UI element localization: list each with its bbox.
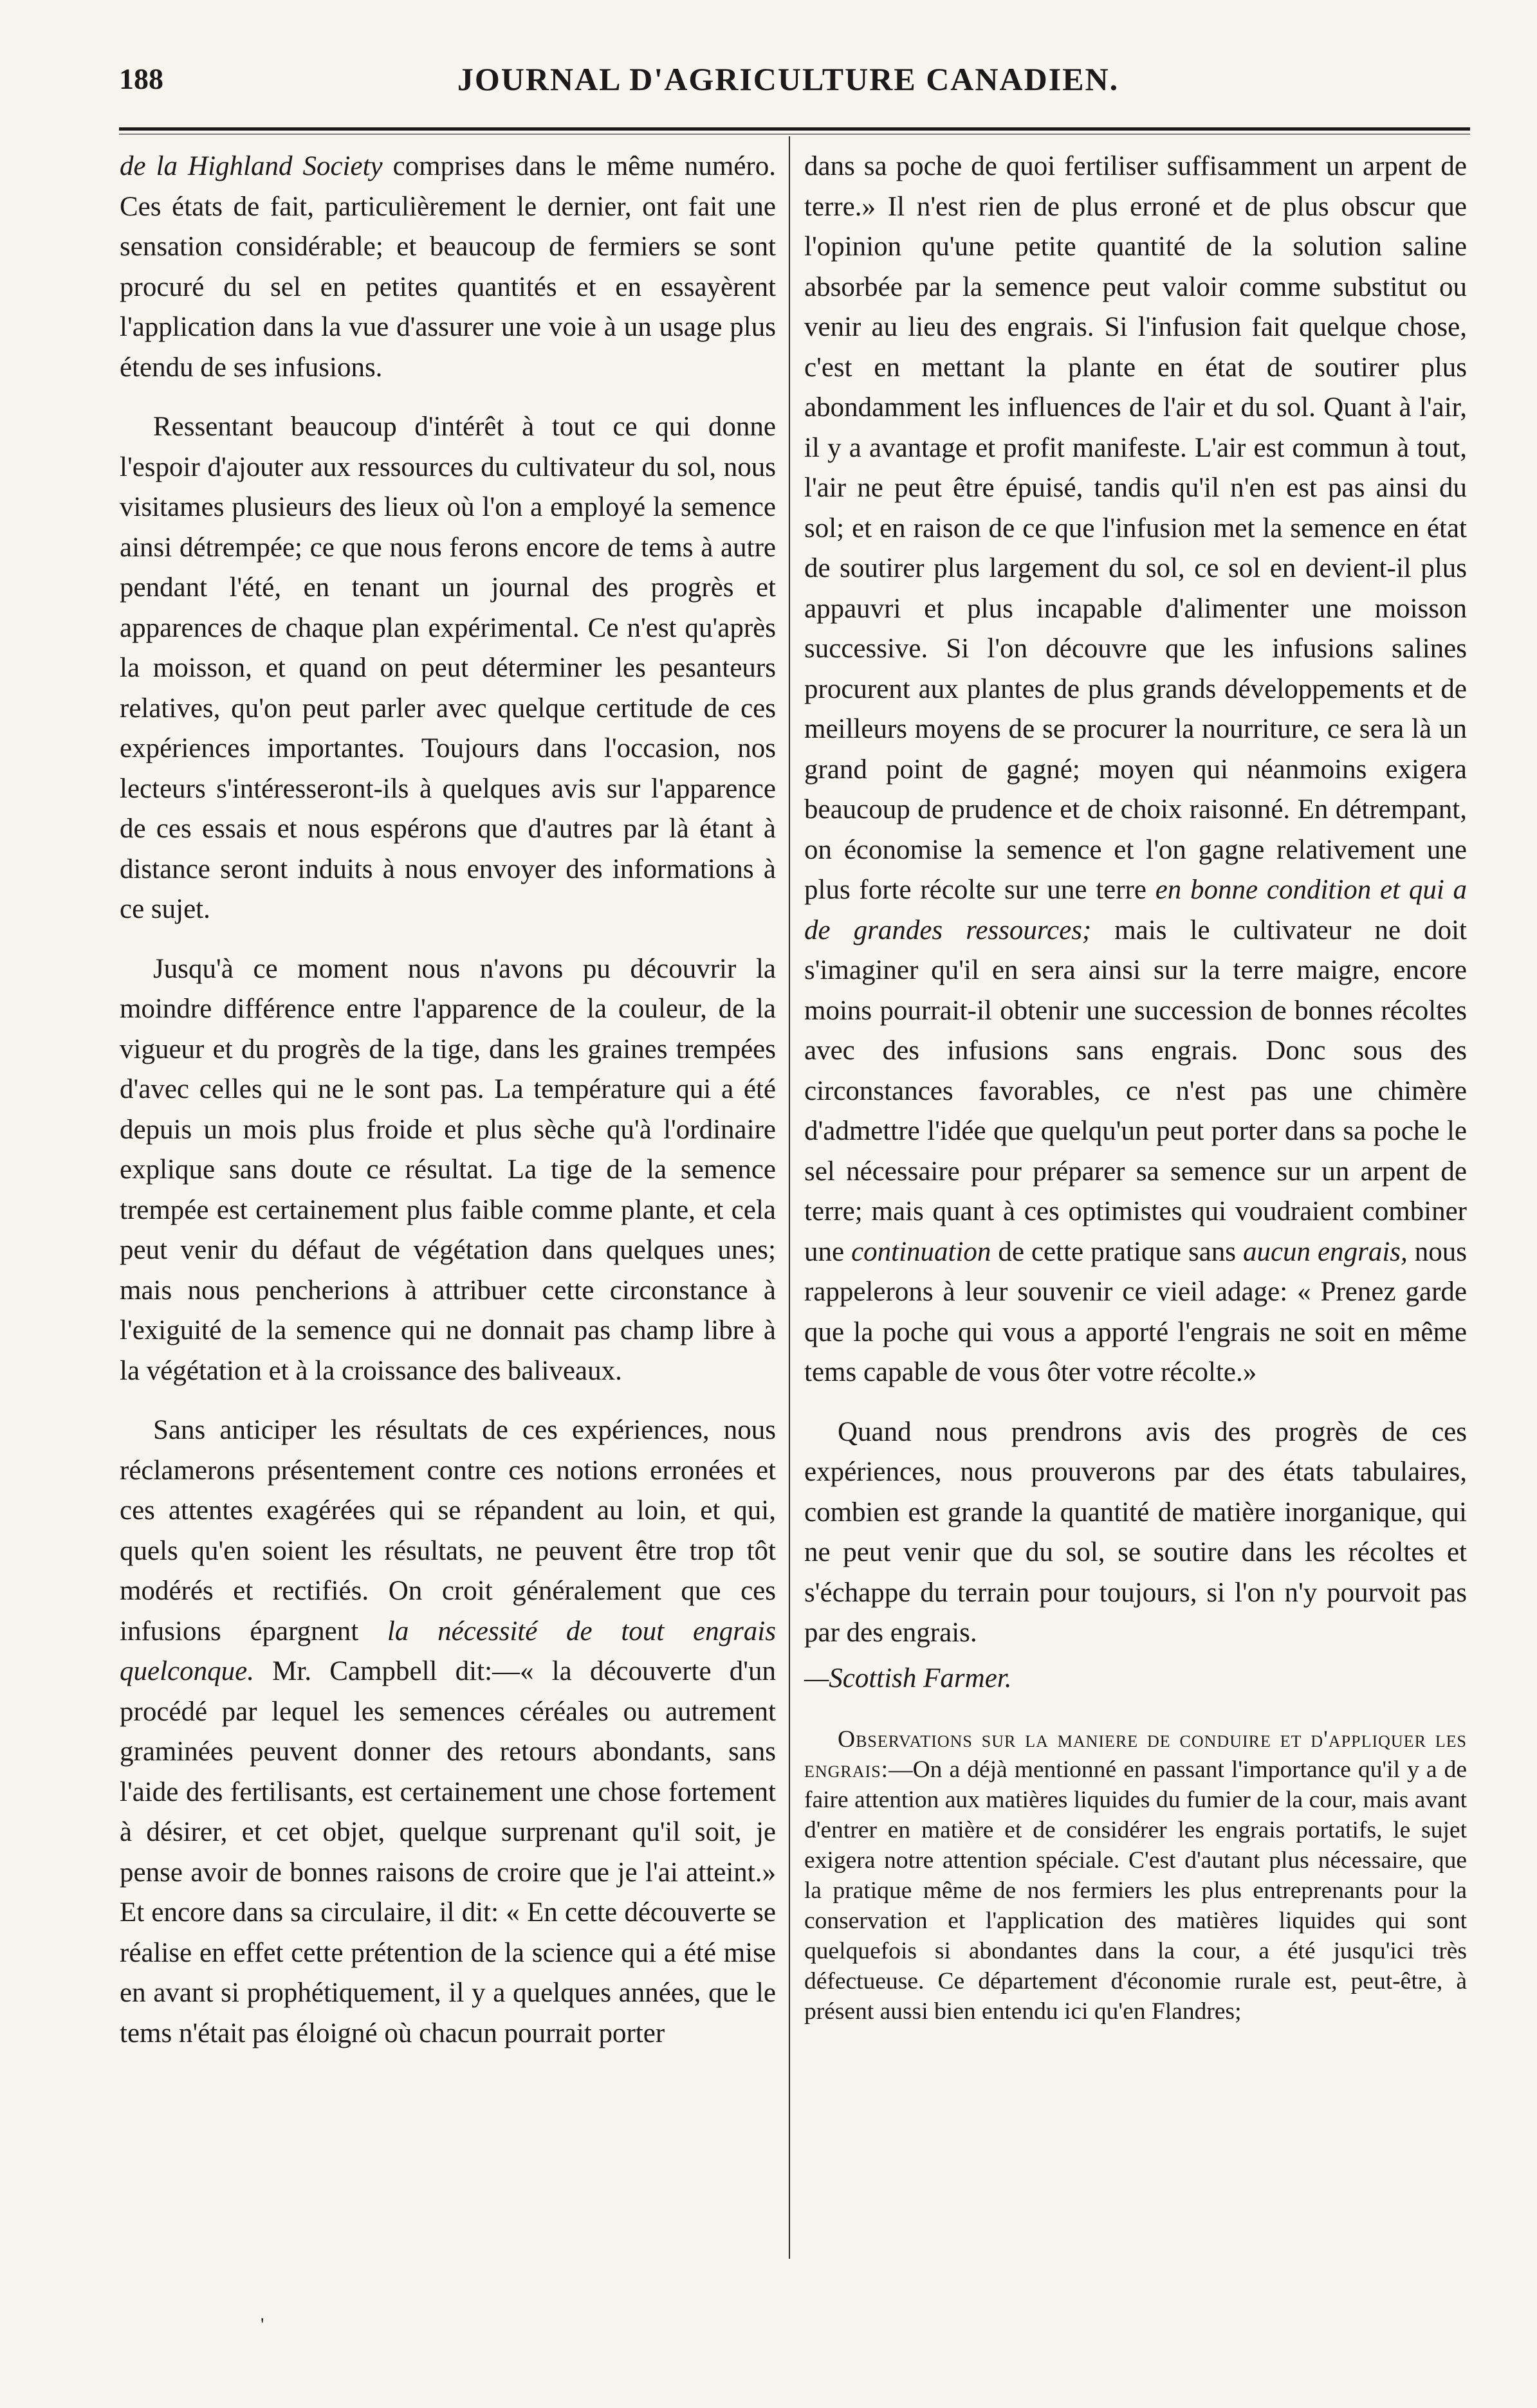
column-divider [789, 136, 790, 2259]
right-p1-a: dans sa poche de quoi fertiliser suffisamment un arpent de terre.» Il n'est rien de plus erroné et de plus obscur que l'opinion qu'une petite quantité de la solution saline absorbée par la semence peut valoir comme substitut ou venir au lieu des engrais. Si l'infusion fait quelque chose, c'est en mettant la plante en état de soutirer plus abondamment les influences de l'air et du sol. Quant à l'air, il y a avantage et profit manifeste. L'air est commun à tout, l'air ne peut être épuisé, tandis qu'il n'en est pas ainsi du sol; et en raison de ce que l'infusion met la semence en état de soutirer plus largement du sol, ce sol en devient-il plus appauvri et plus incapable d'alimenter une moisson successive. Si l'on découvre que les infusions salines procurent aux plantes de plus grands développements et de meilleurs moyens de se procurer la nourriture, ce sera là un grand point de gagné; moyen qui néanmoins exigera beaucoup de prudence et de choix raisonné. En détrempant, on économise la semence et l'on gagne relativement une plus forte récolte sur une terre [804, 151, 1467, 905]
left-p1-text: comprises dans le même numéro. Ces états de fait, particulièrement le dernier, ont fait une sensation considérable; et beaucoup de fermiers se sont procuré du sel en petites quantités et en essayèrent l'application dans la vue d'assurer une voie à un usage plus étendu de ses infusions. [120, 151, 776, 383]
right-p1-italic-3: aucun engrais, [1242, 1236, 1408, 1267]
right-p1-b: mais le cultivateur ne doit s'imaginer qu'il en sera ainsi sur la terre maigre, encore moins pourrait-il obtenir une succession de bonnes récoltes avec des infusions sans engrais. Donc sous des circonstances favorables, ce n'est pas une chimère d'admettre l'idée que quelqu'un peut porter dans sa poche le sel nécessaire pour préparer sa semence sur un arpent de terre; mais quant à ces optimistes qui voudraient combiner une [804, 915, 1467, 1267]
right-p1-italic-2: continuation [851, 1236, 991, 1267]
bottom-mark: ' [261, 2314, 264, 2335]
header-rule-thick [119, 127, 1470, 131]
right-p1-d: nous rappelerons à leur souvenir ce vieil adage: « Prenez garde que la poche qui vous a apporté l'engrais ne soit en même tems capable de vous ôter votre récolte.» [804, 1236, 1467, 1387]
page-number: 188 [119, 62, 163, 95]
observations-text: —On a déjà mentionné en passant l'importance qu'il y a de faire attention aux matières liquides du fumier de la cour, mais avant d'entrer en matière et de considérer les engrais portatifs, le sujet exigera notre attention spéciale. C'est d'autant plus nécessaire, que la pratique même de nos fermiers les plus entreprenants pour la conservation et l'application des matières liquides qui sont quelquefois si abondantes dans la cour, a été jusqu'ici très défectueuse. Ce département d'économie rurale est, peut-être, à présent aussi bien entendu ici qu'en Flandres; [804, 1756, 1467, 2025]
left-paragraph-4 [120, 1410, 776, 2054]
left-paragraph-1 [120, 147, 776, 388]
right-column [804, 147, 1467, 2046]
signature-text: —Scottish Farmer. [804, 1663, 1012, 1693]
running-title: JOURNAL D'AGRICULTURE CANADIEN. [457, 61, 1119, 97]
right-p1-c: de cette pratique sans [991, 1236, 1243, 1267]
left-paragraph-3: Jusqu'à ce moment nous n'avons pu découvrir la moindre différence entre l'apparence de la couleur, de la vigueur et du progrès de la tige, dans les graines trempées d'avec celles qui ne le sont pas. La température qui a été depuis un mois plus froide et plus sèche qu'à l'ordinaire explique sans doute ce résultat. La tige de la semence trempée est certainement plus faible comme plante, et cela peut venir du défaut de végétation dans quelques unes; mais nous pencherions à attribuer cette circonstance à l'exiguité de la semence qui ne donnait pas champ libre à la végétation et à la croissance des baliveaux. [120, 953, 776, 1386]
left-p4-a: Sans anticiper les résultats de ces expériences, nous réclamerons présentement contre ces notions erronées et ces attentes exagérées qui se répandent au loin, et qui, quels qu'en soient les résultats, ne peuvent être trop tôt modérés et rectifiés. On croit généralement que ces infusions épargnent [120, 1415, 776, 1646]
right-paragraph-3 [804, 1724, 1467, 2027]
right-paragraph-1 [804, 147, 1467, 1393]
left-p4-italic: la nécessité de tout engrais quelconque. [120, 1616, 776, 1686]
left-p1-italic: de la Highland Society [120, 151, 383, 181]
observations-heading: Observations sur la maniere de conduire et d'appliquer les engrais: [804, 1726, 1467, 1783]
right-p1-italic-1: en bonne condition et qui a de grandes ressources; [804, 875, 1468, 945]
page-header [119, 57, 1457, 108]
left-paragraph-2: Ressentant beaucoup d'intérêt à tout ce qui donne l'espoir d'ajouter aux ressources du cultivateur du sol, nous visitames plusieurs des lieux où l'on a employé la semence ainsi détrempée; ce que nous ferons encore de tems à autre pendant l'été, en tenant un journal des progrès et apparences de chaque plan expérimental. Ce n'est qu'après la moisson, et quand on peut déterminer les pesanteurs relatives, qu'on peut parler avec quelque certitude de ces expériences importantes. Toujours dans l'occasion, nos lecteurs s'intéresseront-ils à quelques avis sur l'apparence de ces essais et nous espérons que d'autres par là étant à distance seront induits à nous envoyer des informations à ce sujet. [120, 412, 776, 924]
left-p4-b: Mr. Campbell dit:—« la découverte d'un procédé par lequel les semences céréales ou autrement graminées peuvent donner des retours abondants, sans l'aide des fertilisants, est certainement une chose fortement à désirer, et cet objet, quelque surprenant qu'il soit, je pense avoir de bonnes raisons de croire que je l'ai atteint.» Et encore dans sa circulaire, il dit: « En cette découverte se réalise en effet cette prétention de la science qui a été mise en avant si prophétiquement, il y a quelques années, que le tems n'était pas éloigné où chacun pourrait porter [120, 1656, 776, 2048]
left-column [120, 147, 776, 2073]
signature [804, 1659, 1467, 1699]
right-paragraph-2: Quand nous prendrons avis des progrès de ces expériences, nous prouverons par des états tabulaires, combien est grande la quantité de matière inorganique, qui ne peut venir que du sol, se soutire dans les récoltes et s'échappe du terrain pour toujours, si l'on n'y pourvoit pas par des engrais. [804, 1416, 1467, 1648]
